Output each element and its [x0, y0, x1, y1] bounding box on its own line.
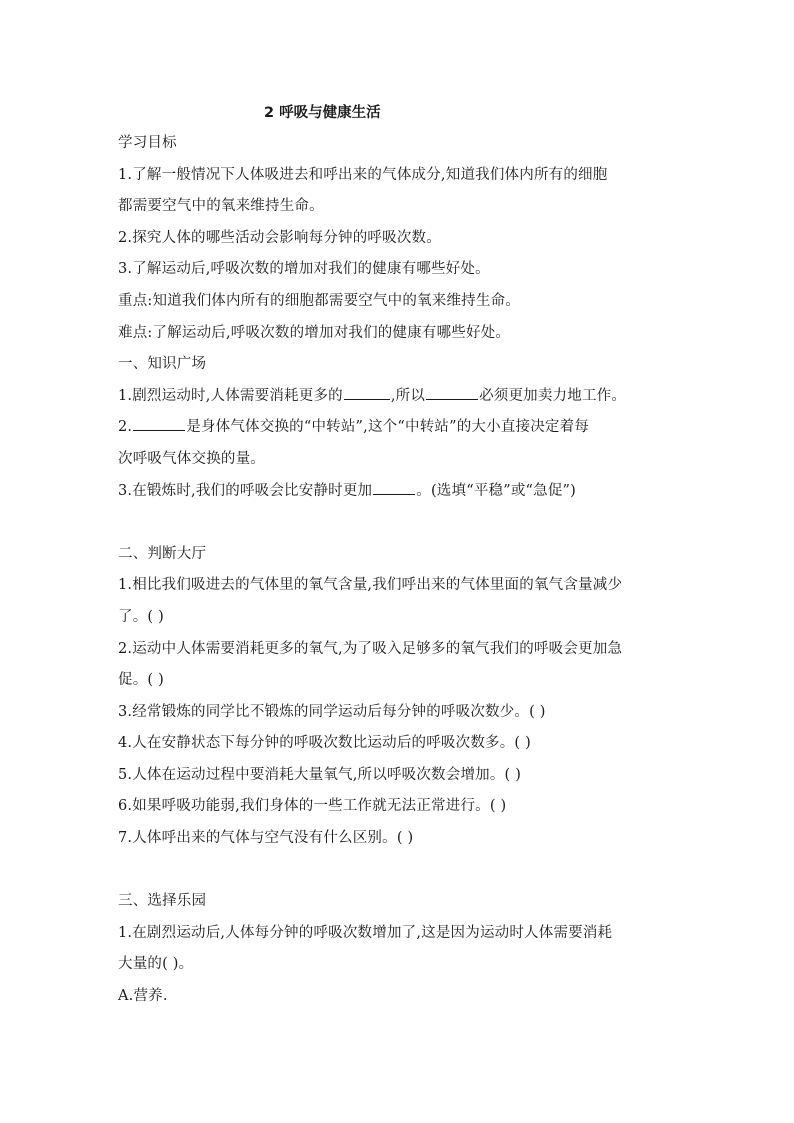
section-2-question-4: 4.人在安静状态下每分钟的呼吸次数比运动后的呼吸次数多。( ) [118, 735, 531, 752]
question-text: 2. [118, 419, 133, 436]
section-1-question-3 [118, 476, 678, 508]
section-2-question-2-line-2: 促。( ) [118, 672, 164, 689]
section-2-heading: 二、判断大厅 [118, 545, 207, 562]
section-2-question-1-line-1: 1.相比我们吸进去的气体里的氧气含量,我们呼出来的气体里面的氧气含量减少 [118, 577, 623, 594]
page-title: 2 呼吸与健康生活 [264, 105, 381, 121]
question-text: 1.剧烈运动时,人体需要消耗更多的 [118, 387, 343, 404]
section-1-question-2-cont: 次呼吸气体交换的量。 [118, 450, 265, 467]
section-2-question-2-line-1: 2.运动中人体需要消耗更多的氧气,为了吸入足够多的氧气我们的呼吸会更加急 [118, 640, 623, 657]
goals-heading: 学习目标 [118, 135, 177, 151]
question-text: 。(选填“平稳”或“急促”) [416, 482, 577, 499]
key-point: 重点:知道我们体内所有的细胞都需要空气中的氧来维持生命。 [118, 292, 520, 309]
section-3-question-1-line-1: 1.在剧烈运动后,人体每分钟的呼吸次数增加了,这是因为运动时人体需要消耗 [118, 924, 613, 941]
question-text: 是身体气体交换的“中转站”,这个“中转站”的大小直接决定着每 [186, 419, 590, 436]
question-text: 必须更加卖力地工作。 [479, 387, 627, 404]
section-3-option-a: A.营养. [118, 988, 168, 1005]
question-text: 3.在锻炼时,我们的呼吸会比安静时更加 [118, 482, 373, 499]
fill-blank[interactable] [426, 385, 478, 400]
goal-1-line-1: 1.了解一般情况下人体吸进去和呼出来的气体成分,知道我们体内所有的细胞 [118, 166, 608, 183]
goal-1-line-2: 都需要空气中的氧来维持生命。 [118, 198, 324, 215]
section-2-question-7: 7.人体呼出来的气体与空气没有什么区别。( ) [118, 830, 414, 847]
spacer [118, 507, 678, 539]
section-1-question-1 [118, 381, 678, 413]
goal-2: 2.探究人体的哪些活动会影响每分钟的呼吸次数。 [118, 229, 441, 246]
section-2-question-6: 6.如果呼吸功能弱,我们身体的一些工作就无法正常进行。( ) [118, 798, 507, 815]
document-page [118, 98, 678, 1013]
section-1-heading: 一、知识广场 [118, 356, 207, 373]
section-3-question-1-line-2: 大量的( )。 [118, 956, 194, 973]
section-2-question-3: 3.经常锻炼的同学比不锻炼的同学运动后每分钟的呼吸次数少。( ) [118, 703, 546, 720]
spacer [118, 855, 678, 887]
section-2-question-1-line-2: 了。( ) [118, 608, 164, 625]
fill-blank[interactable] [344, 385, 390, 400]
goal-3: 3.了解运动后,呼吸次数的增加对我们的健康有哪些好处。 [118, 261, 490, 278]
fill-blank[interactable] [133, 416, 185, 431]
section-2-question-5: 5.人体在运动过程中要消耗大量氧气,所以呼吸次数会增加。( ) [118, 766, 522, 783]
question-text: ,所以 [390, 387, 426, 404]
section-3-heading: 三、选择乐园 [118, 893, 207, 910]
difficult-point: 难点:了解运动后,呼吸次数的增加对我们的健康有哪些好处。 [118, 324, 511, 341]
fill-blank[interactable] [373, 480, 415, 495]
section-1-question-2 [118, 412, 678, 444]
